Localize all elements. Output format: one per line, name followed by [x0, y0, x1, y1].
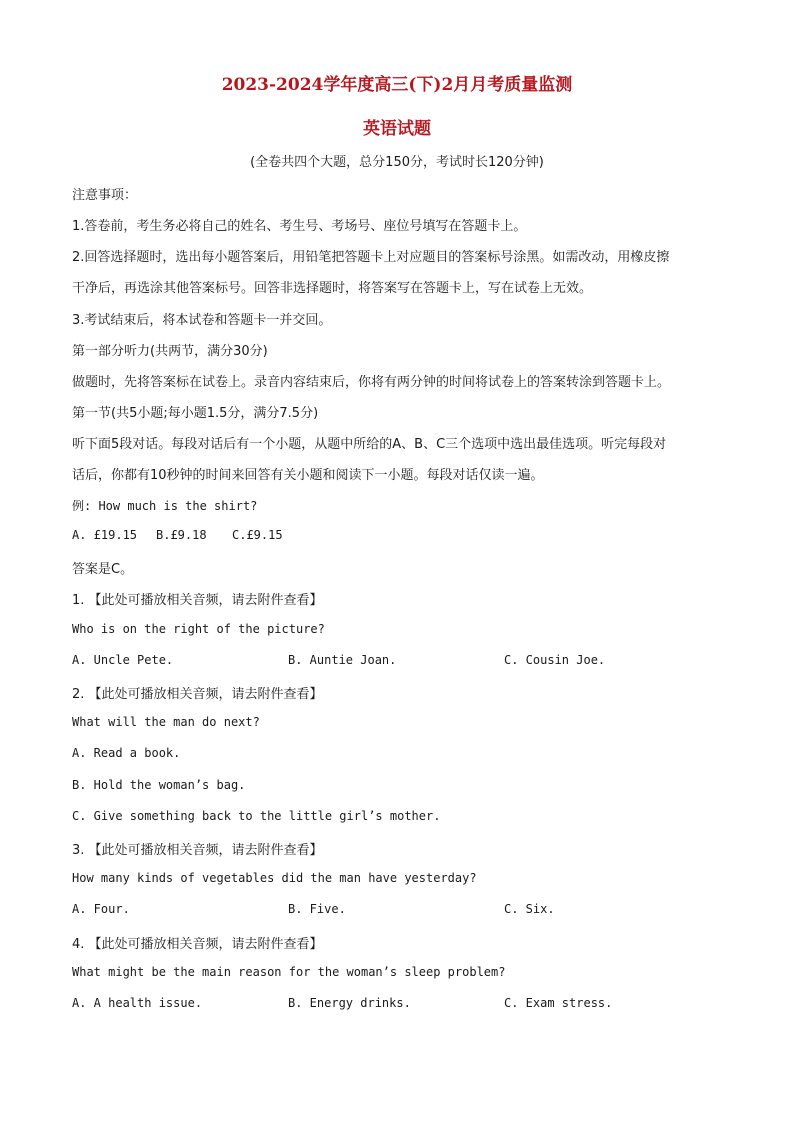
part1-instruction: 做题时，先将答案标在试卷上。录音内容结束后，你将有两分钟的时间将试卷上的答案转涂到答题卡上。 [72, 375, 671, 390]
question-4-option-a: A. A health issue. [72, 996, 203, 1010]
question-2-option-a: A. Read a book. [72, 746, 181, 760]
notice-item-1: 1.答卷前，考生务必将自己的姓名、考生号、考场号、座位号填写在答题卡上。 [72, 219, 527, 234]
notice-heading: 注意事项： [72, 188, 138, 203]
section1-heading: 第一节(共5小题;每小题1.5分，满分7.5分) [72, 406, 319, 421]
exam-subtitle: (全卷共四个大题，总分150分，考试时长120分钟) [250, 155, 544, 170]
question-4-option-b: B. Energy drinks. [288, 996, 411, 1010]
question-3-option-a: A. Four. [72, 902, 130, 916]
question-3-option-b: B. Five. [288, 902, 346, 916]
question-1-option-b: B. Auntie Joan. [288, 653, 397, 667]
question-3-audio-label: 3. 【此处可播放相关音频，请去附件查看】 [72, 843, 323, 858]
example-answer: 答案是C。 [72, 562, 134, 577]
section1-instruction-line-1: 听下面5段对话。每段对话后有一个小题，从题中所给的A、B、C三个选项中选出最佳选项。听完每段对 [72, 437, 667, 452]
question-4-audio-label: 4. 【此处可播放相关音频，请去附件查看】 [72, 937, 323, 952]
question-2-option-c: C. Give something back to the little girl’s mother. [72, 809, 441, 823]
question-1-option-c: C. Cousin Joe. [504, 653, 606, 667]
question-1-audio-label: 1. 【此处可播放相关音频，请去附件查看】 [72, 593, 323, 608]
question-4-text: What might be the main reason for the woman’s sleep problem? [72, 965, 506, 979]
subject-title: 英语试题 [363, 119, 431, 139]
notice-item-2-line-2: 干净后，再选涂其他答案标号。回答非选择题时，将答案写在答题卡上，写在试卷上无效。 [72, 281, 593, 296]
question-2-text: What will the man do next? [72, 715, 260, 729]
question-3-text: How many kinds of vegetables did the man have yesterday? [72, 871, 477, 885]
question-1-text: Who is on the right of the picture? [72, 622, 325, 636]
part1-heading: 第一部分听力(共两节，满分30分) [72, 344, 268, 359]
example-question: 例: How much is the shirt? [72, 499, 258, 513]
example-option-c: C.£9.15 [232, 528, 283, 542]
example-option-b: B.£9.18 [156, 528, 207, 542]
notice-item-3: 3.考试结束后，将本试卷和答题卡一并交回。 [72, 313, 332, 328]
question-1-option-a: A. Uncle Pete. [72, 653, 174, 667]
example-option-a: A. £19.15 [72, 528, 138, 542]
question-3-option-c: C. Six. [504, 902, 555, 916]
question-2-audio-label: 2. 【此处可播放相关音频，请去附件查看】 [72, 687, 323, 702]
exam-title: 2023-2024学年度高三(下)2月月考质量监测 [221, 75, 573, 95]
section1-instruction-line-2: 话后，你都有10秒钟的时间来回答有关小题和阅读下一小题。每段对话仅读一遍。 [72, 468, 544, 483]
question-2-option-b: B. Hold the woman’s bag. [72, 778, 246, 792]
question-4-option-c: C. Exam stress. [504, 996, 613, 1010]
notice-item-2-line-1: 2.回答选择题时，选出每小题答案后，用铅笔把答题卡上对应题目的答案标号涂黑。如需改动，用橡皮擦 [72, 250, 670, 265]
